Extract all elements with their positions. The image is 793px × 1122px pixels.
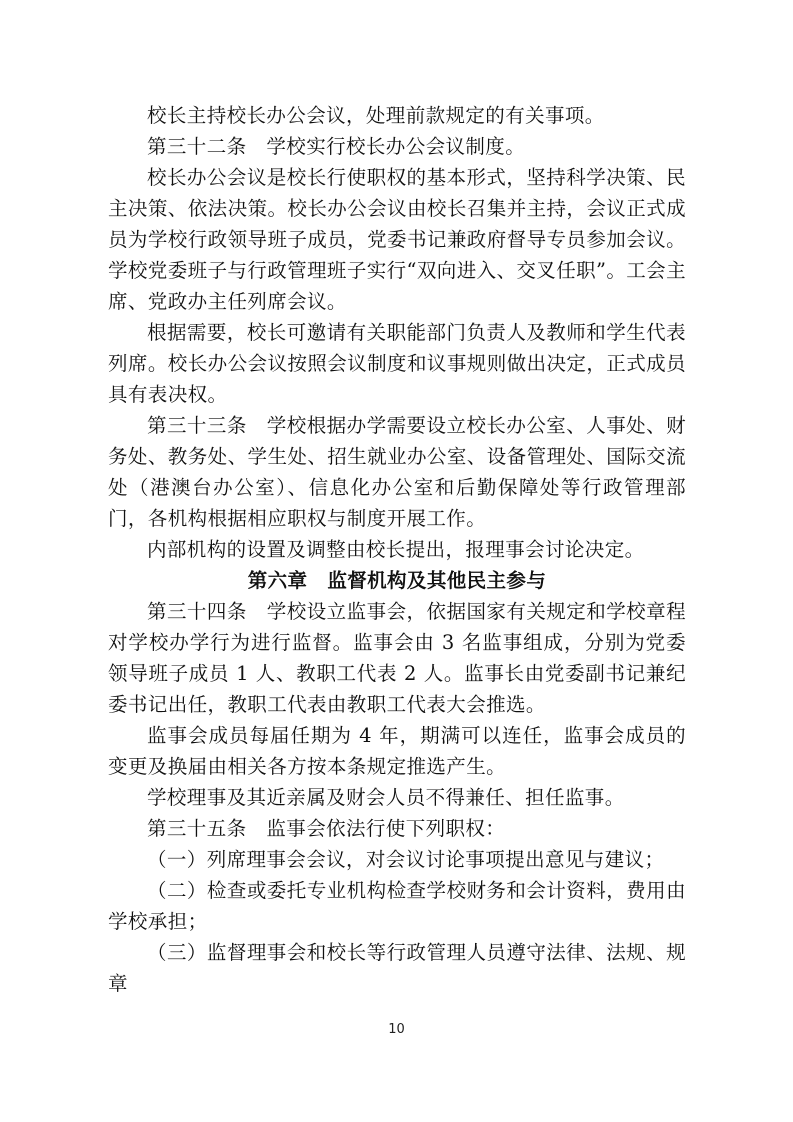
- chapter-heading: 第六章 监督机构及其他民主参与: [247, 569, 547, 592]
- page-number: 10: [388, 1022, 405, 1037]
- list-item-1: （一）列席理事会会议，对会议讨论事项提出意见与建议；: [147, 848, 665, 871]
- paragraph-supervisor-restriction: 学校理事及其近亲属及财会人员不得兼任、担任监事。: [147, 786, 625, 809]
- article-34: 第三十四条 学校设立监事会，依据国家有关规定和学校章程对学校办学行为进行监督。监事会由 3 名监事组成，分别为党委领导班子成员 1 人、教职工代表 2 人。监事长由党委副书记兼纪委书记出任，教职工代表由教职工代表大会推选。: [108, 600, 686, 716]
- paragraph-principal-meeting-form: 校长办公会议是校长行使职权的基本形式，坚持科学决策、民主决策、依法决策。校长办公会议由校长召集并主持，会议正式成员为学校行政领导班子成员，党委书记兼政府督导专员参加会议。学校党委班子与行政管理班子实行“双向进入、交叉任职”。工会主席、党政办主任列席会议。: [108, 166, 686, 313]
- paragraph-supervisor-term: 监事会成员每届任期为 4 年，期满可以连任，监事会成员的变更及换届由相关各方按本条规定推选产生。: [108, 724, 686, 778]
- article-33: 第三十三条 学校根据办学需要设立校长办公室、人事处、财务处、教务处、学生处、招生就业办公室、设备管理处、国际交流处（港澳台办公室）、信息化办公室和后勤保障处等行政管理部门，各机构根据相应职权与制度开展工作。: [108, 414, 686, 530]
- paragraph-internal-structure: 内部机构的设置及调整由校长提出，报理事会讨论决定。: [147, 538, 645, 561]
- paragraph-principal-presides: 校长主持校长办公会议，处理前款规定的有关事项。: [147, 104, 605, 127]
- list-item-2: （二）检查或委托专业机构检查学校财务和会计资料，费用由学校承担；: [108, 879, 686, 933]
- list-item-3: （三）监督理事会和校长等行政管理人员遵守法律、法规、规章: [108, 941, 686, 995]
- paragraph-invited-attendees: 根据需要，校长可邀请有关职能部门负责人及教师和学生代表列席。校长办公会议按照会议制度和议事规则做出决定，正式成员具有表决权。: [108, 321, 686, 406]
- article-35: 第三十五条 监事会依法行使下列职权：: [147, 817, 506, 840]
- article-32: 第三十二条 学校实行校长办公会议制度。: [147, 135, 526, 158]
- document-body: [108, 100, 686, 999]
